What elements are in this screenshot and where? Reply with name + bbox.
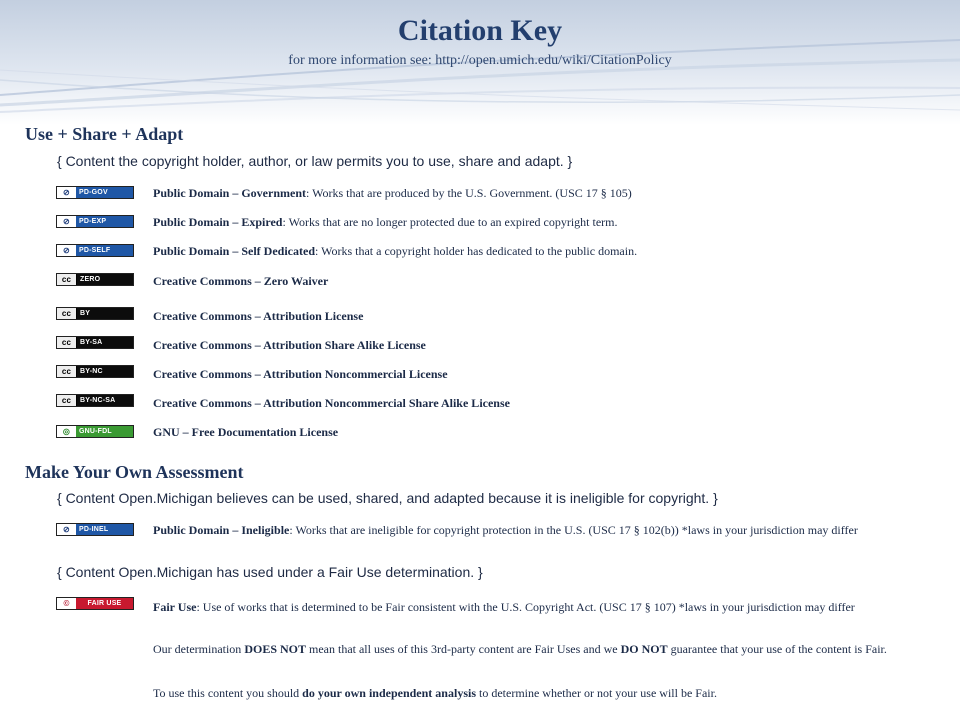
license-text: : Works that are ineligible for copyright protection in the U.S. (USC 17 § 102(b)) *laws in your jurisdiction may differ [289,523,858,537]
cc-by-sa-badge [56,336,134,349]
page-title: Citation Key [397,14,563,47]
license-name: Creative Commons – Attribution Noncommercial License [153,367,448,381]
license-name: Fair Use [153,600,197,614]
pd-self-badge [56,244,134,257]
badge-label: BY-SA [77,337,133,348]
pd-gov-description [153,185,953,201]
pd-exp-description [153,214,953,230]
gnu-fdl-badge [56,425,134,438]
cc-zero-badge [56,273,134,286]
creative-commons-icon: cc [57,308,77,319]
badge-label: FAIR USE [76,598,133,609]
gnu-icon: ◎ [57,426,76,437]
note-emphasis: do your own independent analysis [302,686,476,700]
badge-label: BY-NC [77,366,133,377]
badge-label: GNU-FDL [76,426,133,437]
fair-use-note-2 [153,685,953,701]
fair-use-description [153,599,953,615]
cc-zero-description [153,273,953,289]
creative-commons-icon: cc [57,337,77,348]
license-name: Public Domain – Expired [153,215,283,229]
cc-by-nc-badge [56,365,134,378]
badge-label: ZERO [77,274,133,285]
license-text: : Use of works that is determined to be Fair consistent with the U.S. Copyright Act. (USC 17 § 107) *laws in your jurisdiction may differ [196,600,855,614]
badge-label: BY-NC-SA [77,395,133,406]
creative-commons-icon: cc [57,366,77,377]
license-name: GNU – Free Documentation License [153,425,339,439]
note-emphasis: DOES NOT [244,642,306,656]
creative-commons-icon: cc [57,274,77,285]
badge-label: PD-SELF [76,245,133,256]
license-name: Public Domain – Self Dedicated [153,244,315,258]
section-use-brace-text: { Content the copyright holder, author, or law permits you to use, share and adapt. } [57,153,573,169]
cc-by-nc-sa-badge [56,394,134,407]
badge-label: PD-GOV [76,187,133,198]
badge-label: BY [77,308,133,319]
pd-inel-description [153,522,893,538]
license-name: Public Domain – Ineligible [153,523,290,537]
note-text: to determine whether or not your use will be Fair. [476,686,717,700]
cc-by-badge [56,307,134,320]
pd-inel-badge [56,523,134,536]
license-text: : Works that a copyright holder has dedicated to the public domain. [315,244,638,258]
section-assess-brace-text-1: { Content Open.Michigan believes can be used, shared, and adapted because it is ineligible for copyright. } [57,490,718,506]
license-name: Public Domain – Government [153,186,306,200]
license-text: : Works that are no longer protected due to an expired copyright term. [282,215,618,229]
cc-by-sa-description [153,337,953,353]
note-text: To use this content you should [153,686,303,700]
section-assess-heading: Make Your Own Assessment [25,462,244,482]
note-text: mean that all uses of this 3rd-party content are Fair Uses and we [306,642,621,656]
license-name: Creative Commons – Attribution Noncommercial Share Alike License [153,396,510,410]
section-assess-brace-text-2: { Content Open.Michigan has used under a Fair Use determination. } [57,564,483,580]
gnu-fdl-description [153,424,953,440]
page-subtitle: for more information see: http://open.umich.edu/wiki/CitationPolicy [288,53,672,68]
note-text: guarantee that your use of the content is Fair. [667,642,887,656]
badge-label: PD-EXP [76,216,133,227]
public-domain-icon: ⊘ [57,245,76,256]
note-text: Our determination [153,642,245,656]
license-name: Creative Commons – Attribution Share Alike License [153,338,426,352]
cc-by-nc-sa-description [153,395,953,411]
pd-self-description [153,243,953,259]
section-use-heading: Use + Share + Adapt [25,124,184,144]
pd-exp-badge [56,215,134,228]
creative-commons-icon: cc [57,395,77,406]
pd-gov-badge [56,186,134,199]
cc-by-nc-description [153,366,953,382]
badge-label: PD-INEL [76,524,133,535]
fair-use-badge [56,597,134,610]
fair-use-note-1 [153,641,953,657]
cc-by-description [153,308,953,324]
public-domain-icon: ⊘ [57,524,76,535]
public-domain-icon: ⊘ [57,187,76,198]
note-emphasis: DO NOT [620,642,668,656]
license-text: : Works that are produced by the U.S. Government. (USC 17 § 105) [306,186,632,200]
license-name: Creative Commons – Zero Waiver [153,274,329,288]
public-domain-icon: ⊘ [57,216,76,227]
license-name: Creative Commons – Attribution License [153,309,364,323]
copyright-icon: © [57,598,76,609]
